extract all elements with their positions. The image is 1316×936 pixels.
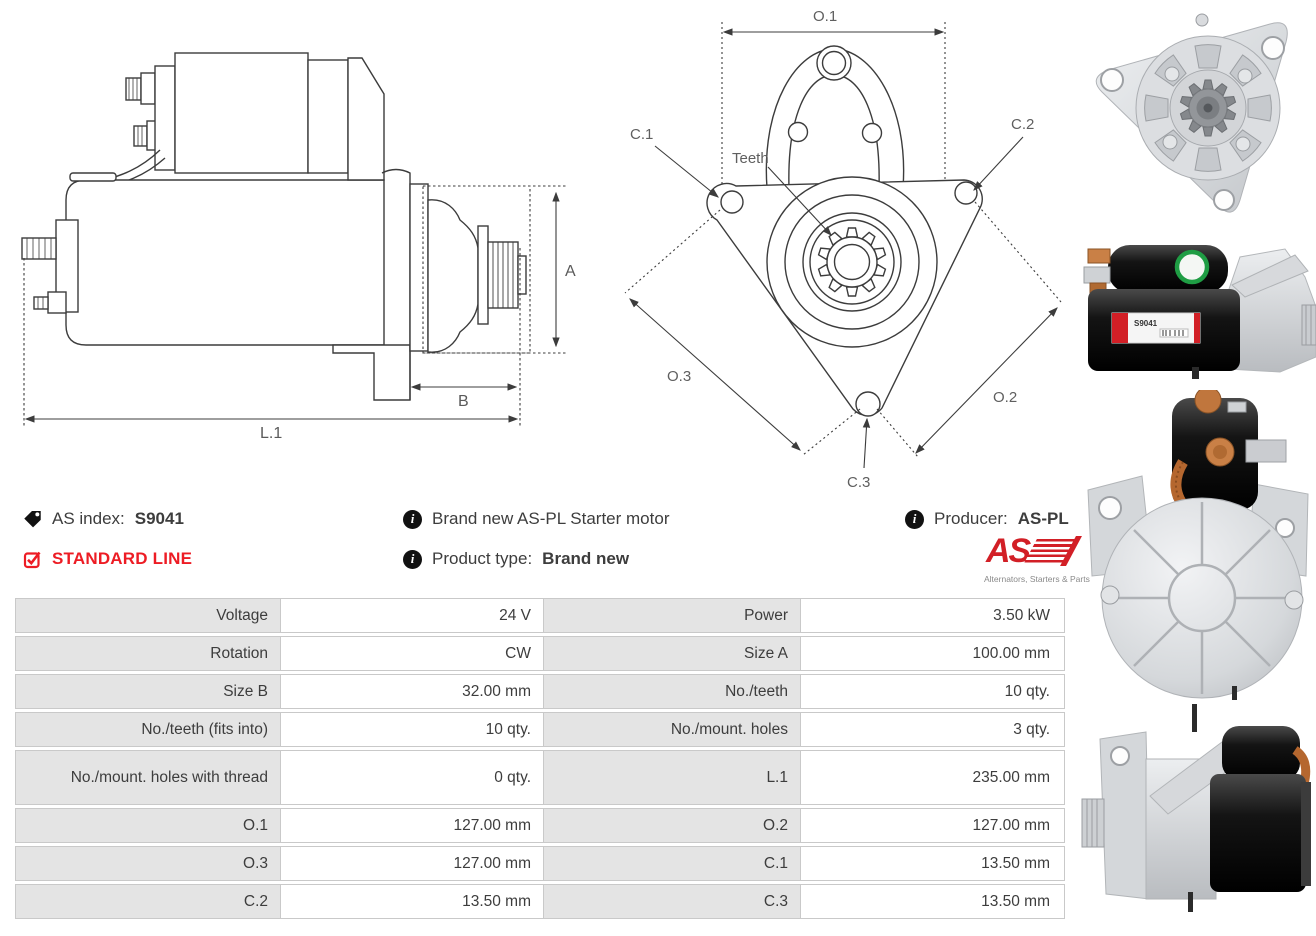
table-row <box>15 712 1065 747</box>
product-photo-side-view-2[interactable] <box>1080 704 1316 919</box>
table-row <box>15 674 1065 709</box>
as-index-label: AS index: <box>52 509 125 528</box>
photo-rear-view-image <box>1080 390 1316 702</box>
producer-value: AS-PL <box>1017 509 1069 528</box>
spec-label: L.1 <box>543 751 800 804</box>
tag-icon <box>22 509 42 529</box>
spec-value: 127.00 mm <box>800 809 1062 842</box>
info-icon: i <box>905 510 924 529</box>
dim-label-c2: C.2 <box>1011 116 1035 133</box>
dim-label-a: A <box>565 263 576 280</box>
spec-label: O.2 <box>543 809 800 842</box>
diagram-side-view <box>8 8 583 463</box>
starter-side-drawing <box>8 8 583 463</box>
as-index-row <box>22 509 184 529</box>
standard-line-row <box>22 549 192 569</box>
spec-table <box>15 598 1065 922</box>
spec-value: 100.00 mm <box>800 637 1062 670</box>
table-row <box>15 846 1065 881</box>
table-row <box>15 808 1065 843</box>
spec-label: Power <box>543 599 800 632</box>
spec-label: Voltage <box>16 599 280 632</box>
spec-label: Size A <box>543 637 800 670</box>
spec-label: O.3 <box>16 847 280 880</box>
product-description: Brand new AS-PL Starter motor <box>432 509 670 528</box>
as-logo-tagline: Alternators, Starters & Parts <box>984 574 1090 584</box>
spec-value: 32.00 mm <box>280 675 543 708</box>
photo-product-sticker <box>1112 313 1200 343</box>
photo-flange-front-image <box>1080 8 1316 233</box>
spec-label: No./teeth <box>543 675 800 708</box>
spec-label: C.1 <box>543 847 800 880</box>
dim-label-o2: O.2 <box>993 389 1018 406</box>
spec-value: 13.50 mm <box>800 847 1062 880</box>
spec-label: Rotation <box>16 637 280 670</box>
starter-front-drawing <box>605 5 1075 497</box>
spec-value: 13.50 mm <box>800 885 1062 918</box>
dim-label-o1: O.1 <box>813 8 838 25</box>
checkbox-checked-icon <box>22 549 42 569</box>
product-type-value: Brand new <box>542 549 630 568</box>
as-pl-logo <box>984 532 1090 584</box>
standard-line-label: STANDARD LINE <box>52 549 193 568</box>
product-photo-side-view[interactable] <box>1080 237 1316 379</box>
spec-value: 235.00 mm <box>800 751 1062 804</box>
product-type-row <box>403 549 629 569</box>
dim-label-l1: L.1 <box>260 425 283 442</box>
spec-label: O.1 <box>16 809 280 842</box>
dim-label-c1: C.1 <box>630 126 654 143</box>
spec-value: 3.50 kW <box>800 599 1062 632</box>
table-row <box>15 884 1065 919</box>
table-row <box>15 636 1065 671</box>
as-logo-text: AS <box>986 532 1030 570</box>
dim-label-b: B <box>458 393 469 410</box>
producer-label: Producer: <box>934 509 1008 528</box>
spec-value: 127.00 mm <box>280 847 543 880</box>
spec-label: C.3 <box>543 885 800 918</box>
spec-value: 3 qty. <box>800 713 1062 746</box>
spec-value: 10 qty. <box>280 713 543 746</box>
as-index-value: S9041 <box>134 509 184 528</box>
spec-label: No./mount. holes <box>543 713 800 746</box>
info-icon: i <box>403 550 422 569</box>
producer-row <box>905 509 1069 529</box>
dim-label-c3: C.3 <box>847 474 871 491</box>
photo-side-view-2-image <box>1080 704 1316 919</box>
table-row <box>15 598 1065 633</box>
spec-label: Size B <box>16 675 280 708</box>
info-icon: i <box>403 510 422 529</box>
spec-value: 10 qty. <box>800 675 1062 708</box>
dim-label-teeth: Teeth <box>732 150 769 167</box>
spec-label: No./mount. holes with thread <box>16 751 280 804</box>
spec-value: 127.00 mm <box>280 809 543 842</box>
dim-label-o3: O.3 <box>667 368 692 385</box>
spec-label: C.2 <box>16 885 280 918</box>
spec-value: 13.50 mm <box>280 885 543 918</box>
spec-value: CW <box>280 637 543 670</box>
spec-label: No./teeth (fits into) <box>16 713 280 746</box>
product-photo-flange-front[interactable] <box>1080 8 1316 233</box>
product-photo-rear-view[interactable] <box>1080 390 1316 702</box>
diagram-front-view <box>605 5 1075 497</box>
table-row <box>15 750 1065 805</box>
product-type-label: Product type: <box>432 549 533 568</box>
svg-text:S9041: S9041 <box>1134 319 1158 328</box>
spec-value: 0 qty. <box>280 751 543 804</box>
photo-side-view-image <box>1080 237 1316 379</box>
description-row <box>403 509 669 529</box>
spec-value: 24 V <box>280 599 543 632</box>
